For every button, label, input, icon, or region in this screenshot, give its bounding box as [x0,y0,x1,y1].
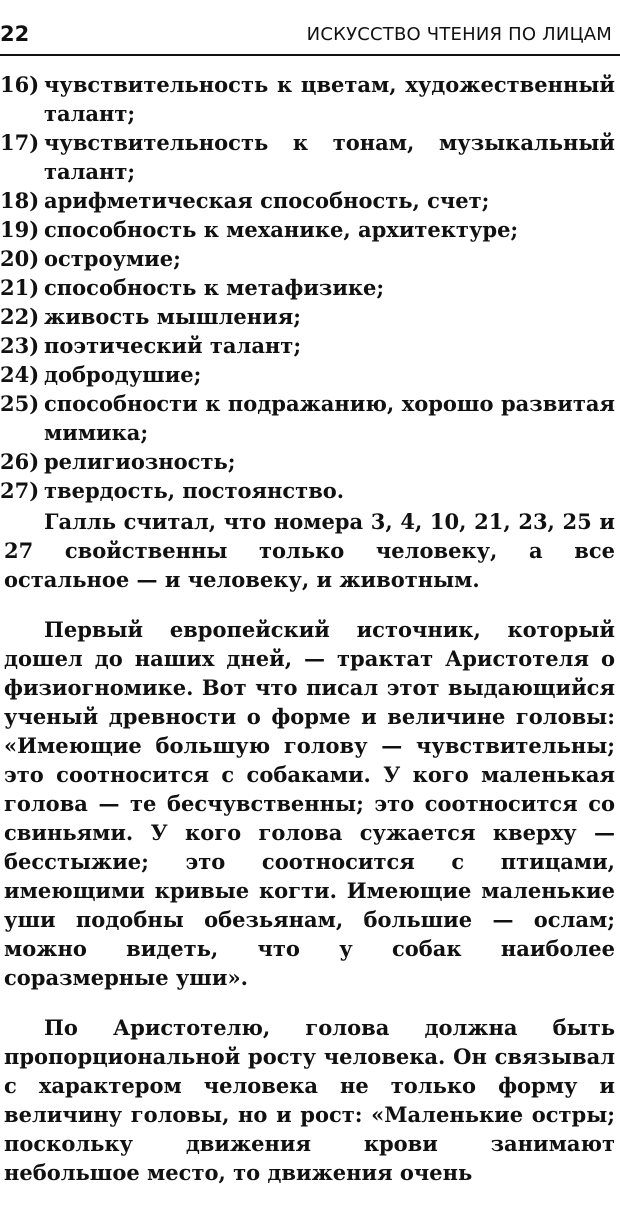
list-item [0,302,615,331]
list-item-number: 24) [0,362,40,387]
list-item [0,215,615,244]
list-item-text: чувствительность к цветам, художественный талант; [44,72,615,126]
list-item-number: 20) [0,246,40,271]
list-item-text: живость мышления; [44,304,301,329]
list-item-text: способности к подражанию, хорошо развитая мимика; [44,391,615,445]
list-item-text: религиозность; [44,449,236,474]
page-number: 22 [0,22,30,46]
list-item-number: 25) [0,391,40,416]
list-item [0,273,615,302]
list-item-text: остроумие; [44,246,181,271]
list-item-text: чувствительность к тонам, музыкальный талант; [44,130,615,184]
list-item-number: 27) [0,478,40,503]
list-item [0,186,615,215]
list-item-number: 21) [0,275,40,300]
list-item-number: 26) [0,449,40,474]
paragraph-gall: Галль считал, что номера 3, 4, 10, 21, 23, 25 и 27 свойственны только человеку, а все остальное — и человеку, и животным. [4,509,615,592]
list-item-text: способность к метафизике; [44,275,385,300]
list-item-text: способность к механике, архитектуре; [44,217,519,242]
list-item-number: 23) [0,333,40,358]
list-item-text: твердость, постоянство. [44,478,345,503]
header-rule [0,54,620,56]
paragraph-aristotle-height: По Аристотелю, голова должна быть пропорциональной росту человека. Он связывал с характером человека не только форму и величину головы, но и рост: «Маленькие остры; поскольку движения крови занимают небольшое место, то движения очень [4,1015,615,1185]
numbered-list [0,70,615,505]
list-item-number: 17) [0,130,40,155]
list-item [0,476,615,505]
list-item [0,389,615,447]
list-item-text: добродушие; [44,362,202,387]
list-item-text: поэтический талант; [44,333,302,358]
list-item [0,447,615,476]
running-title: ИСКУССТВО ЧТЕНИЯ ПО ЛИЦАМ [306,24,612,45]
list-item [0,70,615,128]
paragraph-aristotle-treatise: Первый европейский источник, который дошел до наших дней, — трактат Аристотеля о физиогномике. Вот что писал этот выдающийся ученый древности о форме и величине головы: «Имеющие большую голову — чувствительны; это соотносится с собаками. У кого маленькая голова — те бесчувственны; это соотносится со свиньями. У кого голова сужается кверху — бесстыжие; это соотносится с птицами, имеющими кривые когти. Имеющие маленькие уши подобны обезьянам, большие — ослам; можно видеть, что у собак наиболее соразмерные уши». [4,617,615,990]
list-item-number: 19) [0,217,40,242]
list-item-number: 22) [0,304,40,329]
list-item [0,360,615,389]
list-item [0,244,615,273]
list-item [0,128,615,186]
list-item-number: 16) [0,72,40,97]
page-header [0,0,620,62]
list-item-text: арифметическая способность, счет; [44,188,490,213]
list-item-number: 18) [0,188,40,213]
page-body [0,70,615,1208]
list-item [0,331,615,360]
